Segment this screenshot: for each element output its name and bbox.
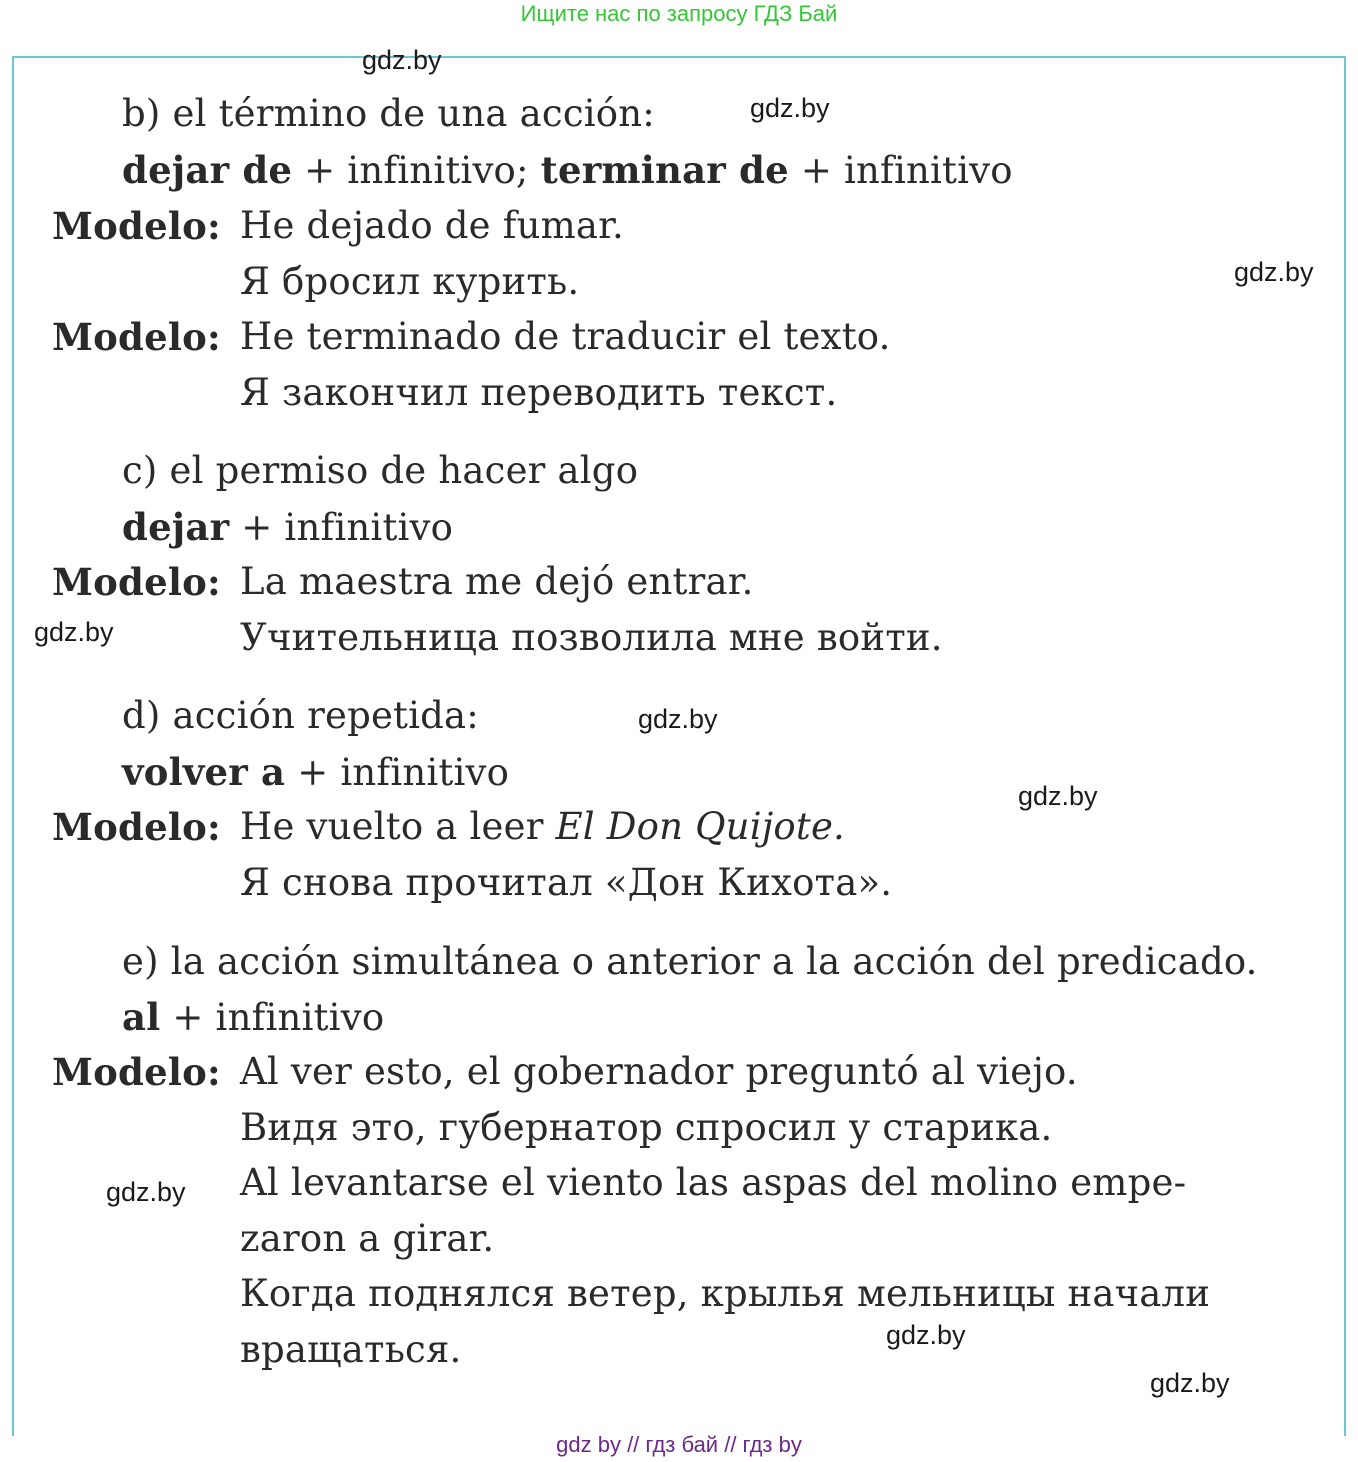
watermark: gdz.by	[1234, 257, 1314, 287]
page-frame	[12, 56, 1346, 1436]
watermark: gdz.by	[1150, 1368, 1230, 1398]
modelo-label: Modelo:	[52, 1050, 221, 1094]
formula-rest: + infinitivo	[285, 751, 510, 794]
formula-rest: + infinitivo	[788, 149, 1013, 192]
example-spanish: Al ver esto, el gobernador preguntó al viejo.	[240, 1050, 1078, 1093]
watermark: gdz.by	[750, 93, 830, 123]
formula-rest: + infinitivo;	[292, 149, 541, 192]
example-russian: Учительница позволила мне войти.	[240, 616, 943, 659]
example-russian: вращаться.	[240, 1328, 462, 1371]
section-d-formula	[122, 750, 509, 795]
modelo-label: Modelo:	[52, 560, 221, 604]
example-russian: Я закончил переводить текст.	[240, 371, 838, 414]
formula-term: dejar	[122, 505, 230, 549]
watermark: gdz.by	[1018, 781, 1098, 811]
formula-term: terminar de	[540, 148, 789, 192]
example-spanish: La maestra me dejó entrar.	[240, 560, 754, 603]
formula-rest: + infinitivo	[160, 996, 385, 1039]
modelo-label: Modelo:	[52, 204, 221, 248]
formula-term: volver a	[122, 750, 286, 794]
example-text: He vuelto a leer	[240, 805, 556, 848]
book-title: El Don Quijote.	[555, 805, 846, 848]
formula-term: dejar de	[122, 148, 293, 192]
watermark: gdz.by	[638, 704, 718, 734]
section-e-heading: e) la acción simultánea o anterior a la acción del predicado.	[122, 940, 1258, 983]
modelo-label: Modelo:	[52, 315, 221, 359]
example-spanish: He terminado de traducir el texto.	[240, 315, 891, 358]
watermark: gdz.by	[886, 1320, 966, 1350]
example-russian: Видя это, губернатор спросил у старика.	[240, 1106, 1053, 1149]
section-b-formula	[122, 148, 1013, 193]
example-russian: Я бросил курить.	[240, 260, 580, 303]
section-c-heading: c) el permiso de hacer algo	[122, 449, 639, 492]
footer-links: gdz by // гдз бай // гдз by	[556, 1432, 802, 1457]
top-banner: Ищите нас по запросу ГДЗ Бай	[520, 1, 838, 26]
formula-term: al	[122, 995, 161, 1039]
example-spanish: He dejado de fumar.	[240, 204, 624, 247]
section-e-formula	[122, 995, 384, 1040]
watermark: gdz.by	[362, 45, 442, 75]
example-russian: Когда поднялся ветер, крылья мельницы начали	[240, 1272, 1211, 1315]
formula-rest: + infinitivo	[229, 506, 454, 549]
section-d-heading: d) acción repetida:	[122, 694, 479, 737]
watermark: gdz.by	[34, 617, 114, 647]
section-b-heading: b) el término de una acción:	[122, 92, 655, 135]
example-russian: Я снова прочитал «Дон Кихота».	[240, 861, 893, 904]
example-spanish: zaron a girar.	[240, 1217, 495, 1260]
modelo-label: Modelo:	[52, 805, 221, 849]
example-spanish	[240, 805, 845, 849]
section-c-formula	[122, 505, 453, 550]
watermark: gdz.by	[106, 1177, 186, 1207]
example-spanish: Al levantarse el viento las aspas del molino empe-	[240, 1161, 1187, 1204]
